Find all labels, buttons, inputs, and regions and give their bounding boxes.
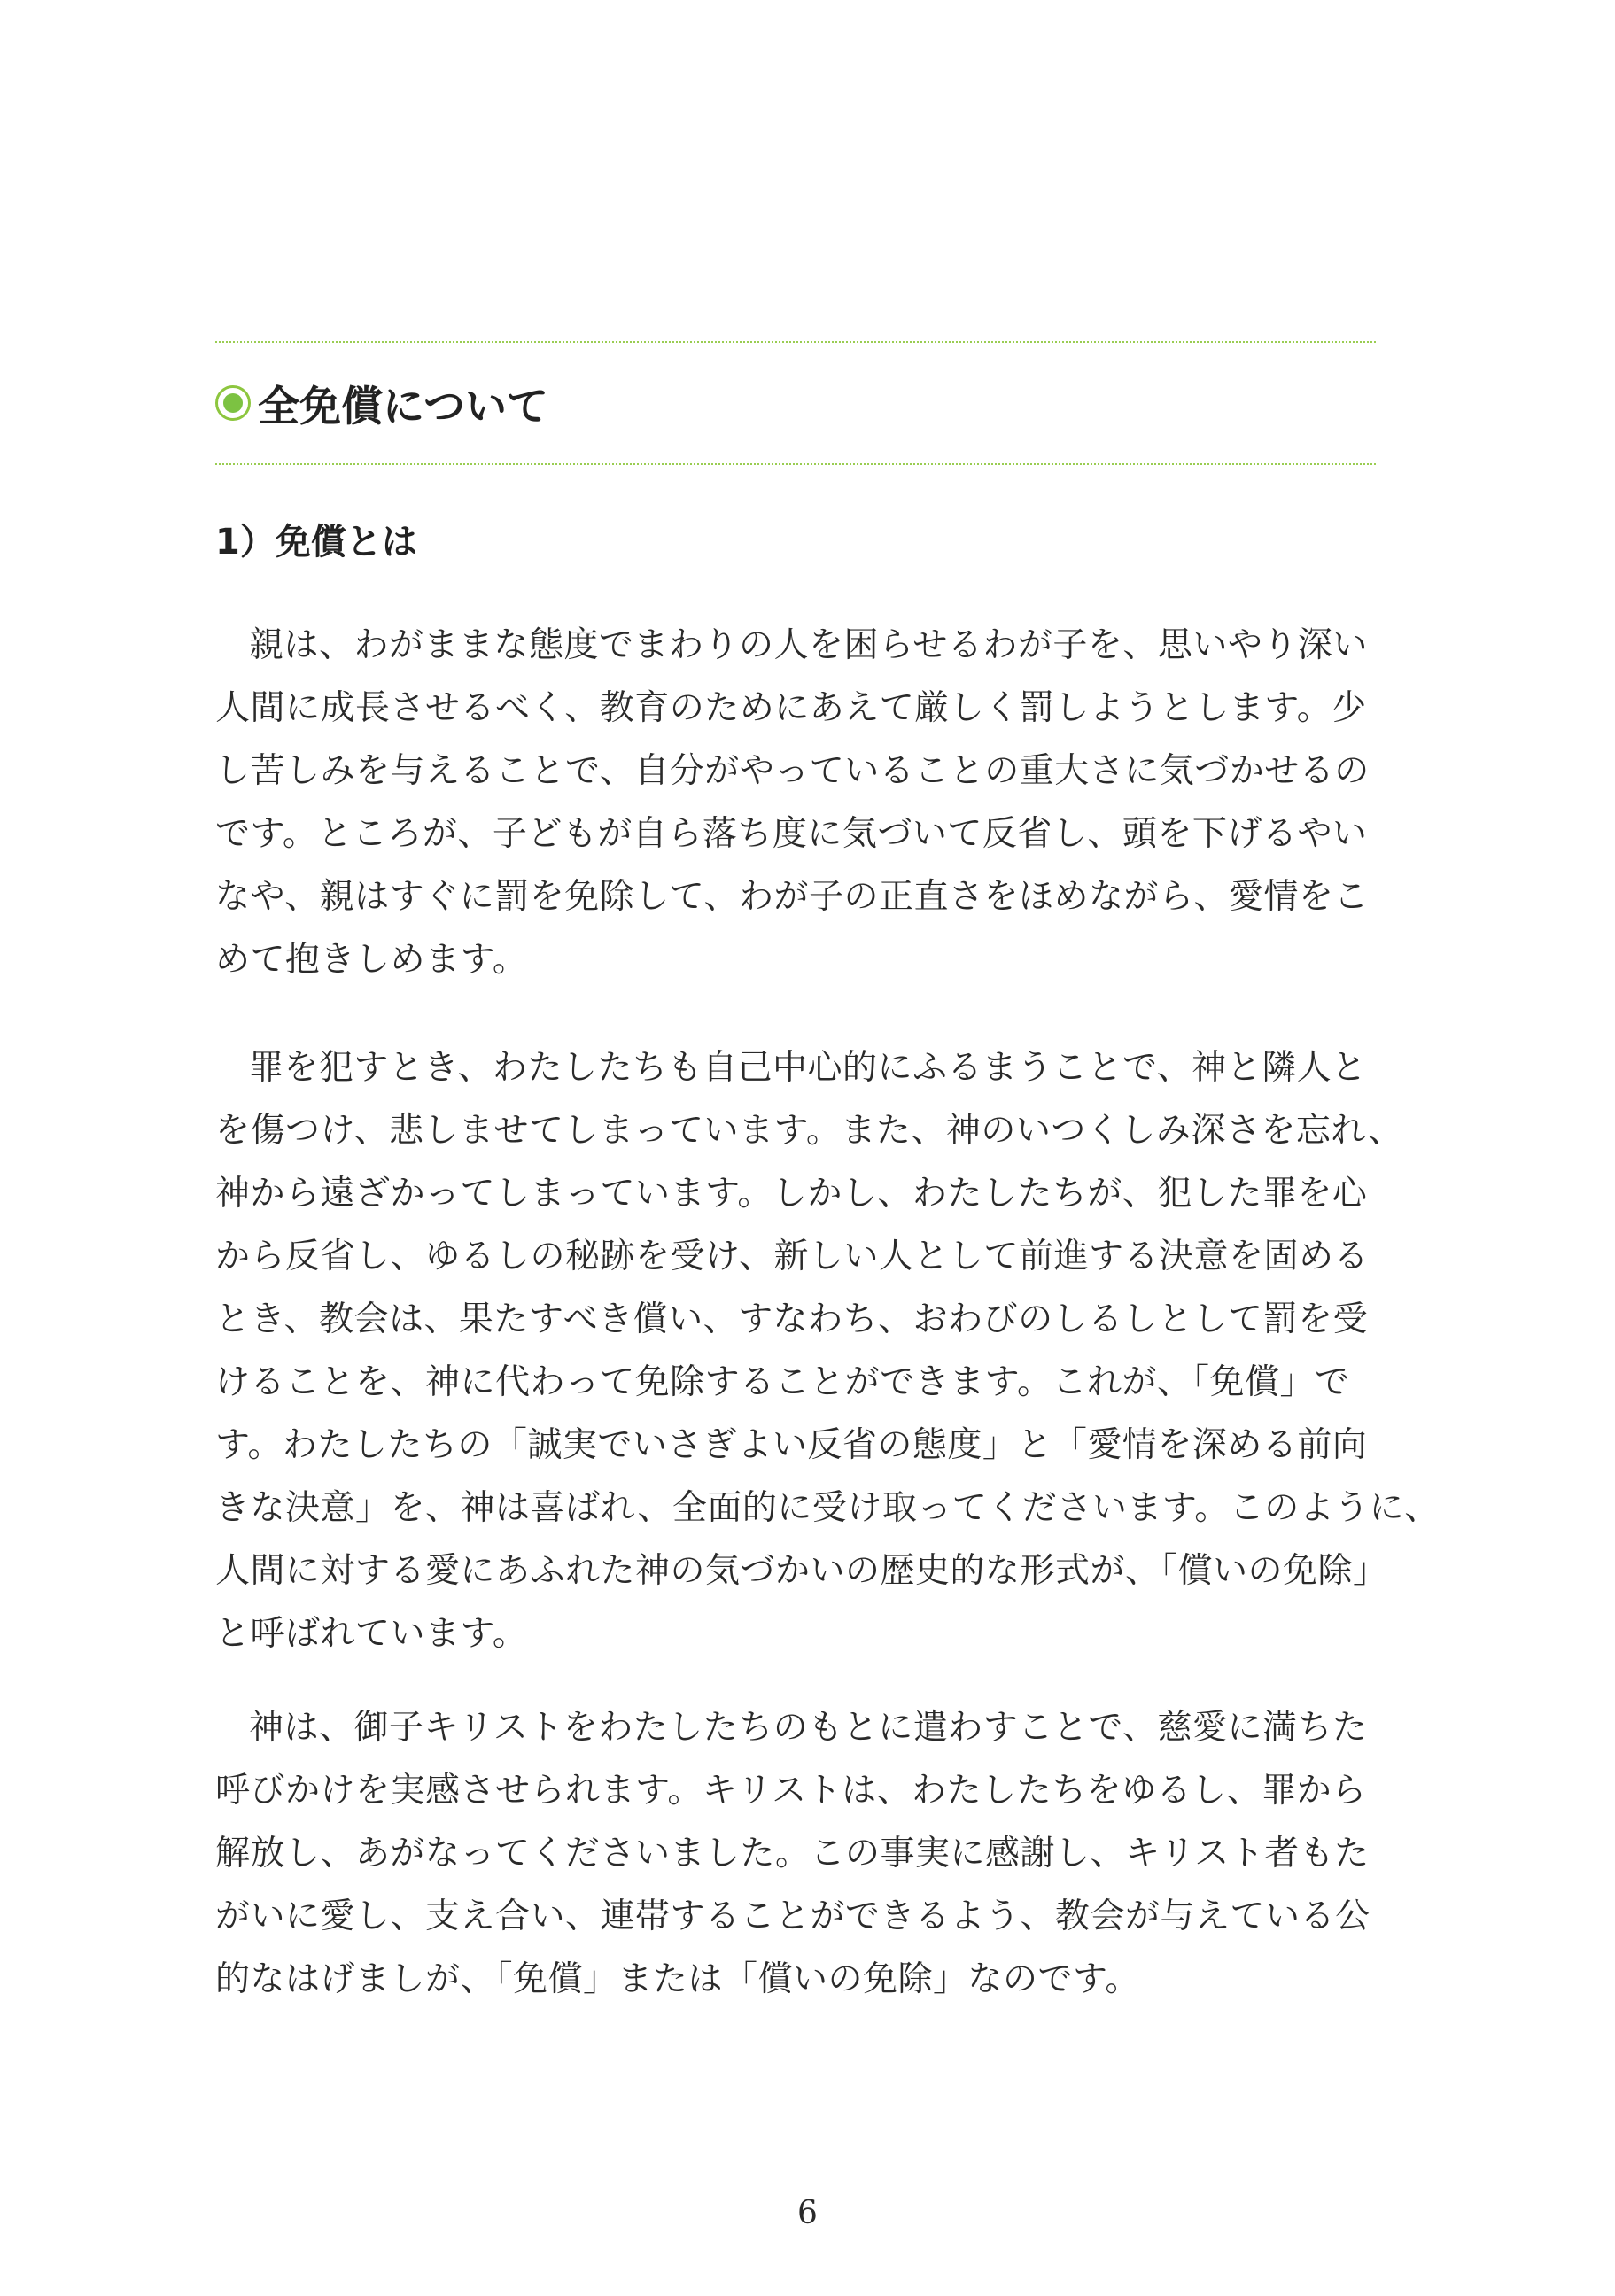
top-divider — [215, 341, 1376, 343]
paragraph-line: 人間に成長させるべく、教育のためにあえて厳しく罰しようとします。少 — [215, 688, 1367, 728]
paragraph-2 — [215, 1036, 1440, 1665]
paragraph-line: なや、親はすぐに罰を免除して、わが子の正直さをほめながら、愛情をこ — [215, 877, 1369, 917]
paragraph-line: を傷つけ、悲しませてしまっています。また、神のいつくしみ深さを忘れ、 — [215, 1111, 1403, 1151]
section-title-text: 全免償について — [258, 382, 549, 431]
page-number: 6 — [797, 2195, 818, 2231]
paragraph-line: けることを、神に代わって免除することができます。これが、「免償」で — [215, 1362, 1350, 1402]
paragraph-line: めて抱きしめます。 — [215, 940, 528, 980]
green-circle-bullet-icon — [215, 385, 251, 421]
paragraph-3 — [215, 1696, 1376, 2011]
paragraph-line: 親は、わがままな態度でまわりの人を困らせるわが子を、思いやり深い — [249, 625, 1368, 665]
paragraph-line: 呼びかけを実感させられます。キリストは、わたしたちをゆるし、罪から — [215, 1771, 1367, 1811]
bottom-divider — [215, 463, 1376, 465]
paragraph-line: きな決意」を、神は喜ばれ、全面的に受け取ってくださいます。このように、 — [215, 1488, 1440, 1528]
paragraph-line: し苦しみを与えることで、自分がやっていることの重大さに気づかせるの — [215, 751, 1370, 791]
paragraph-line: から反省し、ゆるしの秘跡を受け、新しい人として前進する決意を固める — [215, 1237, 1369, 1276]
paragraph-line: とき、教会は、果たすべき償い、すなわち、おわびのしるしとして罰を受 — [215, 1299, 1369, 1339]
paragraph-line: 人間に対する愛にあふれた神の気づかいの歴史的な形式が、「償いの免除」 — [215, 1551, 1388, 1591]
paragraph-line: す。わたしたちの「誠実でいさぎよい反省の態度」と「愛情を深める前向 — [215, 1425, 1368, 1465]
paragraph-1 — [215, 614, 1376, 991]
subsection-heading: 1）免償とは — [215, 522, 417, 562]
paragraph-line: 罪を犯すとき、わたしたちも自己中心的にふるまうことで、神と隣人と — [249, 1048, 1367, 1088]
paragraph-line: 神は、御子キリストをわたしたちのもとに遣わすことで、慈愛に満ちた — [249, 1708, 1368, 1748]
paragraph-line: がいに愛し、支え合い、連帯することができるよう、教会が与えている公 — [215, 1897, 1370, 1936]
paragraph-line: です。ところが、子どもが自ら落ち度に気づいて反省し、頭を下げるやい — [215, 814, 1368, 854]
paragraph-line: 解放し、あがなってくださいました。この事実に感謝し、キリスト者もた — [215, 1834, 1370, 1873]
section-title — [215, 368, 548, 438]
paragraph-line: 的なはげましが、「免償」または「償いの免除」なのです。 — [215, 1959, 1140, 1999]
paragraph-line: 神から遠ざかってしまっています。しかし、わたしたちが、犯した罪を心 — [215, 1174, 1368, 1214]
paragraph-line: と呼ばれています。 — [215, 1614, 528, 1654]
